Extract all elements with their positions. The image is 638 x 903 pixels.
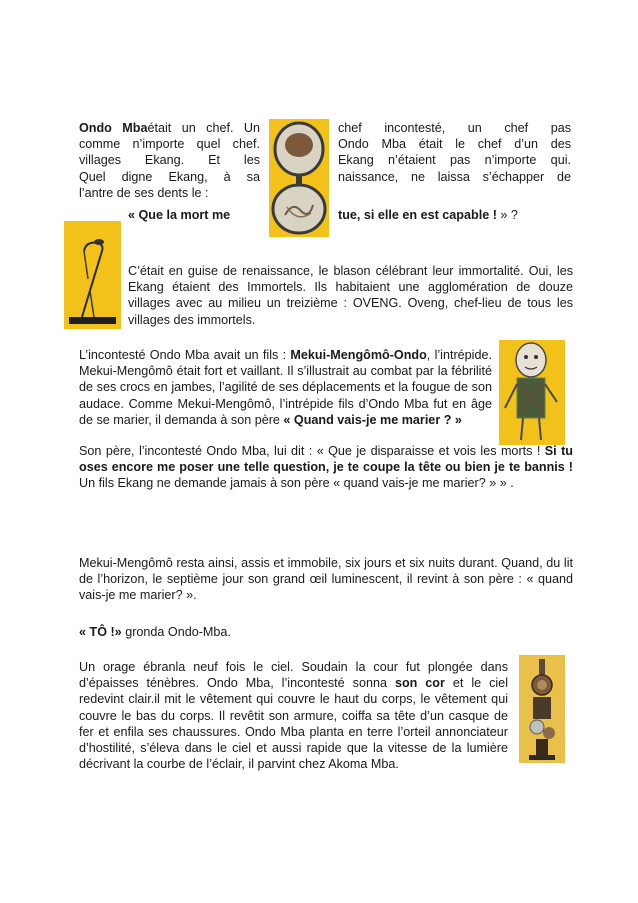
father-threat: Si tu oses encore me poser une telle question, je te coupe la tête ou bien je te bannis ! (79, 444, 573, 475)
lamp-sculpture-icon (64, 221, 121, 329)
intro-left-line-5: l’antre de ses dents le : (79, 185, 209, 200)
intro-left-column (79, 120, 260, 201)
son-paragraph: L’incontesté Ondo Mba avait un fils : Mekui-Mengômô-Ondo, l’intrépide. Mekui-Mengômô était fort et vaillant. Il s’illustrait au combat par la fébrilité de ses crocs en jambes, l’agilité de ses déplacements et la fougue de son audace. Comme Mekui-Mengômô, l’intrépide fils d’Ondo Mba fut en âge de se marier, il demanda à son père « Quand vais-je me marier ? » (79, 348, 492, 427)
ondo-mba-name: Ondo Mba (79, 121, 148, 135)
to-paragraph: « TÔ !» gronda Ondo-Mba. (79, 625, 231, 639)
quote-right: tue, si elle en est capable ! » ? (338, 208, 518, 222)
intro-left-line-3: villages Ekang. Et les (79, 153, 260, 168)
intro-right-line-2: Ondo Mba était le chef d’un des (338, 137, 571, 152)
intro-left-line-2: comme n’importe quel chef. (79, 137, 260, 152)
father-paragraph: Son père, l’incontesté Ondo Mba, lui dit : « Que je disparaisse et vois les morts ! Si tu oses encore me poser une telle question, je te coupe la tête ou bien je te bannis ! Un fils Ekang ne demande jamais à son père « quand vais-je me marier? » » . (79, 444, 573, 491)
mirror-sculpture-icon (269, 119, 329, 237)
intro-left-line-4: Quel digne Ekang, à sa (79, 169, 260, 184)
son-name: Mekui-Mengômô-Ondo (290, 348, 427, 362)
storm-paragraph: Un orage ébranla neuf fois le ciel. Soudain la cour fut plongée dans d’épaisses ténèbres. Ondo Mba, l’incontesté sonna son cor et le ciel redevint clair.il mit le vêtement qui couvre le haut du corps, le vêtement qui couvre le bas du corps. Il revêtit son armure, coiffa sa tête d’un casque de fer et enfila ses chaussures. Ondo Mba planta en terre l’orteil annonciateur d’hostilité, s’éleva dans le ciel et aussi rapide que la vitesse de la lumière décrivant la courbe de l’éclair, il parvint chez Akoma Mba. (79, 660, 508, 772)
assemblage-sculpture-icon (519, 655, 565, 763)
son-question: « Quand vais-je me marier ? » (283, 412, 462, 427)
intro-right-column (338, 120, 571, 185)
renaissance-paragraph: C’était en guise de renaissance, le blason célébrant leur immortalité. Oui, les Ekang étaient des Immortels. Ils habitaient une agglomération de douze villages avec au milieu un treizième : OVENG. Oveng, chef-lieu de tous les villages des immortels. (128, 264, 573, 327)
son-cor: son cor (394, 676, 445, 691)
intro-right-line-3: Ekang n’étaient pas n’importe qui. (338, 153, 571, 168)
intro-left-line-1: Ondo Mbaétait un chef. Un (79, 121, 260, 135)
intro-right-line-4: naissance, ne laissa s’échapper de (338, 169, 571, 184)
seven-days-paragraph: Mekui-Mengômô resta ainsi, assis et immobile, six jours et six nuits durant. Quand, du lit de l’horizon, le septième jour son grand œil luminescent, il revint à son père : « quand vais-je me marier? ». (79, 556, 573, 603)
intro-right-line-1: chef incontesté, un chef pas (338, 121, 571, 135)
figure-sculpture-icon (499, 340, 565, 445)
quote-left: « Que la mort me (128, 208, 231, 222)
